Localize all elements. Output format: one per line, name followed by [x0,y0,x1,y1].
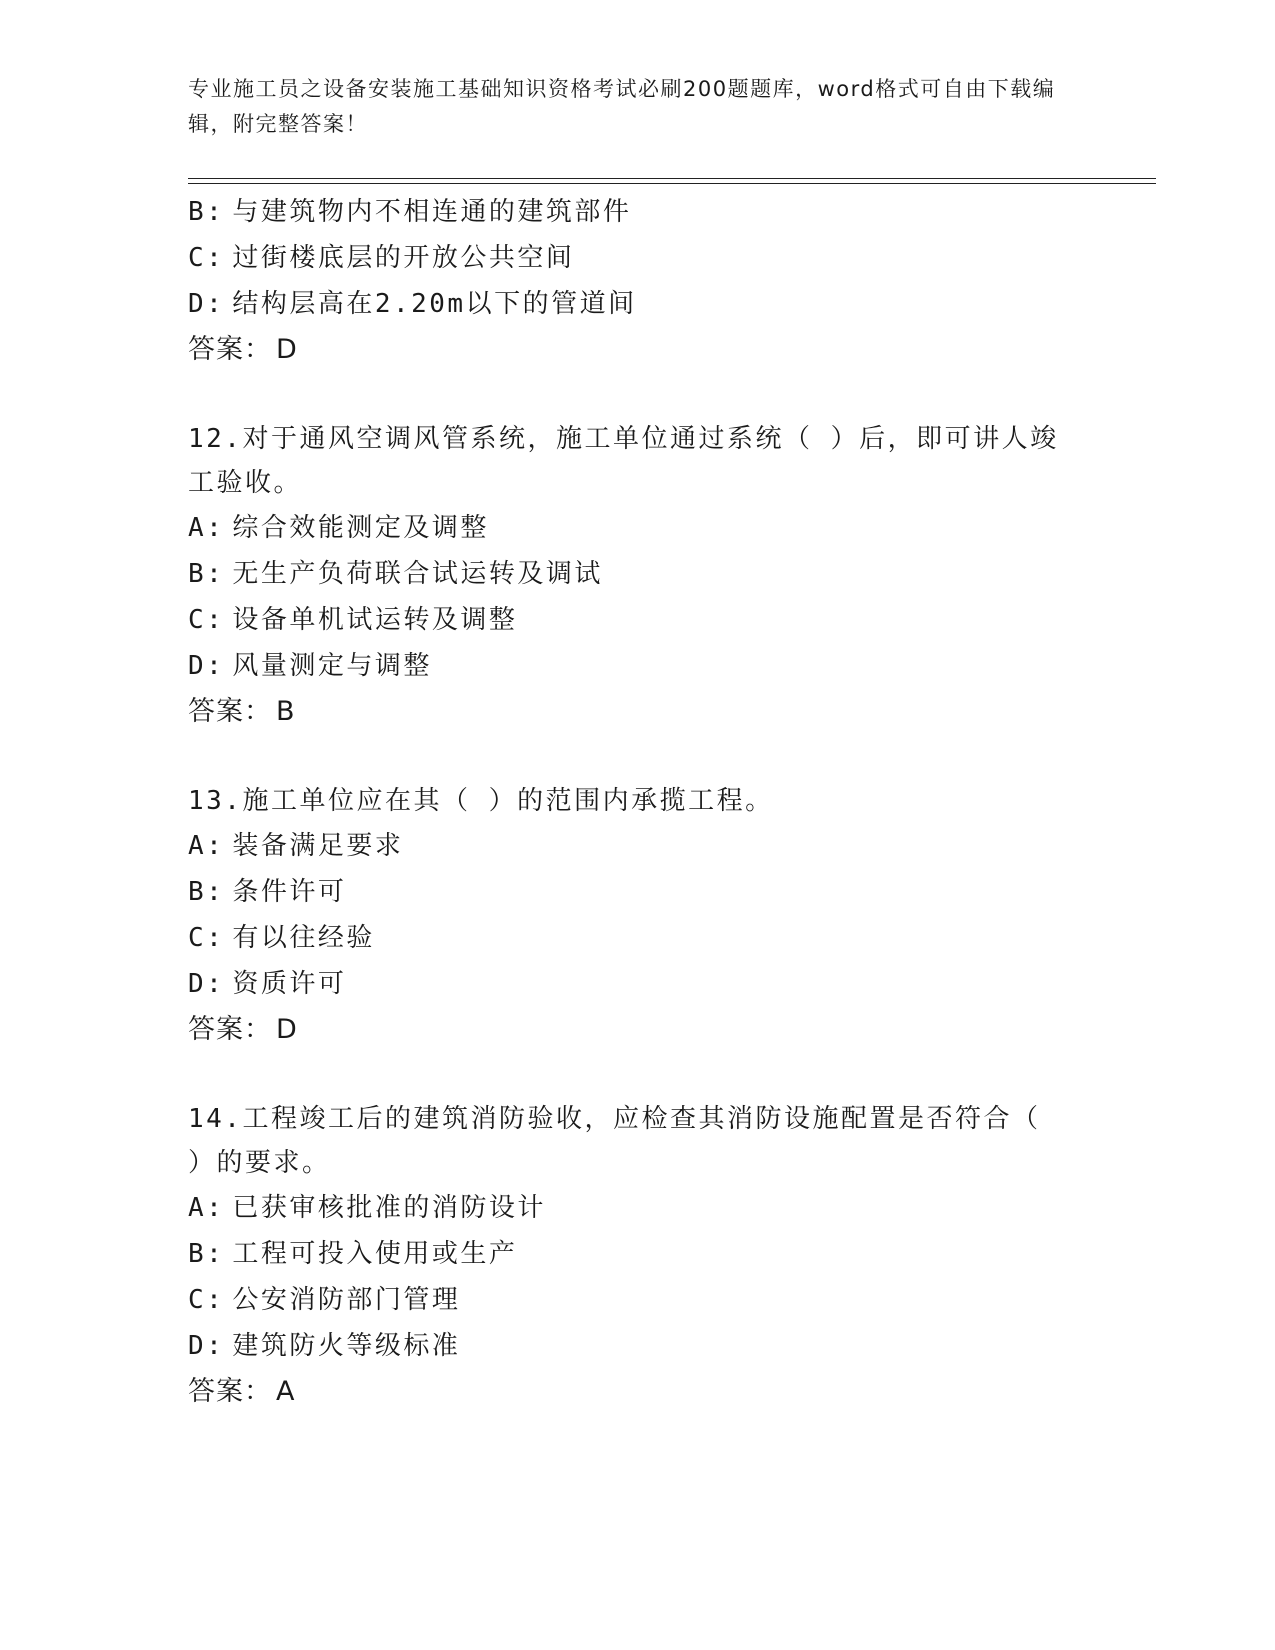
option-a: A: 装备满足要求 [188,831,404,861]
option-a: A: 综合效能测定及调整 [188,513,489,543]
answer-line: 答案： B [188,696,296,727]
option-c: C: 过街楼底层的开放公共空间 [188,243,575,273]
document-header: 专业施工员之设备安装施工基础知识资格考试必刷200题题库，word格式可自由下载编辑，附完整答案！ [188,77,1056,136]
question-text: 13.施工单位应在其（ ）的范围内承揽工程。 [188,786,774,816]
option-b: B: 条件许可 [188,877,347,907]
option-a: A: 已获审核批准的消防设计 [188,1193,546,1223]
answer-line: 答案： A [188,1376,296,1407]
question-text: 14.工程竣工后的建筑消防验收，应检查其消防设施配置是否符合（ ）的要求。 [188,1104,1041,1178]
option-c: C: 公安消防部门管理 [188,1285,461,1315]
option-d: D: 结构层高在2.20m以下的管道间 [188,289,637,319]
option-d: D: 风量测定与调整 [188,651,432,681]
question-text: 12.对于通风空调风管系统，施工单位通过系统（ ）后，即可讲人竣工验收。 [188,424,1059,498]
option-c: C: 设备单机试运转及调整 [188,605,518,635]
option-d: D: 建筑防火等级标准 [188,1331,461,1361]
option-b: B: 工程可投入使用或生产 [188,1239,518,1269]
header-rule-top [188,178,1156,179]
header-rule-bottom [188,183,1156,184]
answer-line: 答案： D [188,1014,298,1045]
option-b: B: 无生产负荷联合试运转及调试 [188,559,603,589]
question-13 [188,779,1068,1053]
question-12 [188,417,1068,735]
option-b: B: 与建筑物内不相连通的建筑部件 [188,197,632,227]
question-fragment [188,189,1068,373]
question-list [188,189,1068,1415]
option-c: C: 有以往经验 [188,923,375,953]
option-d: D: 资质许可 [188,969,347,999]
answer-line: 答案： D [188,334,298,365]
question-14 [188,1097,1068,1415]
